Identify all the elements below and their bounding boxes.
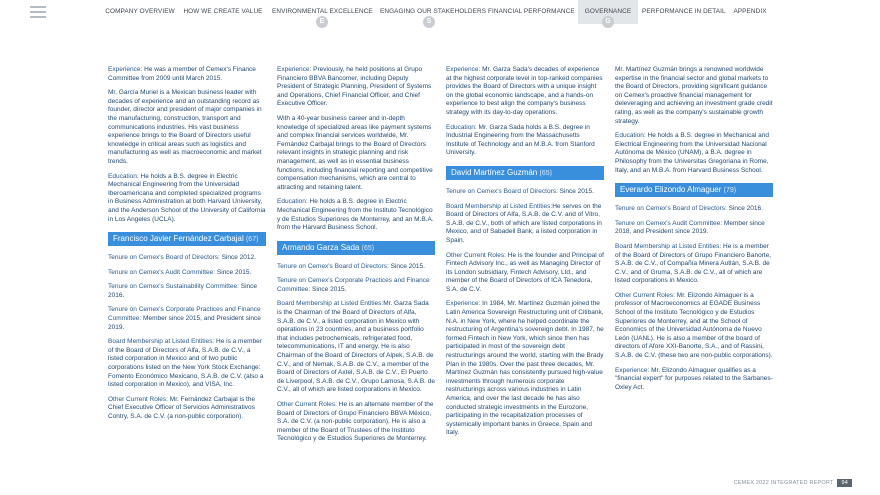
paragraph: Other Current Roles: Mr. Elizondo Almaguer is a professor of Macroeconomics at EGADE Business School of the Instituto Tecnológico y de Estudios Superiores de Monterrey, and at the School of Economics of the Universidad Autónoma de Nuevo León (UANL). He is also a member of the board of directors of Afore XXI-Banorte, S.A., and of Rassini, S.A.B. de C.V. (these two are non-public corporations). (615, 291, 773, 360)
column-1 (108, 66, 266, 428)
paragraph: Education: He holds a B.S. degree in Mechanical and Electrical Engineering from the Universidad Nacional Autónoma de México (UNAM), a B.A. degree in Philosophy from the Universitas Gregoriana in Rome, Italy, and an M.B.A. from Harvard Business School. (615, 132, 769, 174)
paragraph: Experience: In 1984, Mr. Martínez Guzmán joined the Latin America Sovereign Restructuring unit of Citibank, N.A. in New York, where he helped coordinate the restructuring of Argentina's sovereign debt. In 1987, he formed Fintech in New York, which since then has participated in most of the sovereign debt restructurings around the world, starting with the Brady Plan in the 1980s. Over the past three decades, Mr. Martínez Guzmán has consistently pursued high-value investments through numerous corporate restructurings across various industries in Latin America, and over the last decade he has also conducted strategic investments in the Eurozone, participating in the recapitalization processes of systemically important banks in Greece, Spain and Italy. (446, 300, 604, 437)
nav-financial-performance[interactable]: FINANCIAL PERFORMANCE (488, 8, 575, 15)
paragraph: With a 40-year business career and in-depth knowledge of specialized areas like payment systems and complex financial services worldwide, Mr. Fernández Carbajal brings to the Board of Directors relevant insights in strategic planning and risk management, as well as in essential business functions, including financial reporting and competitive compensation mechanisms, which are central to attracting and retaining talent. (277, 114, 433, 191)
nav-environmental-excellence[interactable]: ENVIRONMENTAL EXCELLENCE (272, 8, 373, 15)
nav-governance[interactable]: GOVERNANCE (578, 0, 638, 24)
paragraph: Board Membership at Listed Entities:Mr. Garza Sada is the Chairman of the Board of Directors of Alfa, S.A.B. de C.V., a listed corporation in Mexico with operations in 23 countries, and a business portfolio that includes petrochemicals, refrigerated food, telecommunications, IT and energy. He is also Chairman of the Board of Directors of Alpek, S.A.B. de C.V., and of Nemak, S.A.B. de C.V., a member of the Board of Directors of Axtel, S.A.B. de C.V., El Puerto de Liverpool, S.A.B. de C.V., Grupo Lamosa, S.A.B. de C.V., all of which are listed corporations in Mexico. (277, 300, 436, 394)
paragraph: Education: He holds a B.S. degree in Electric Mechanical Engineering from the Instituto Tecnológico y de Estudios Superiores de Monterrey, and an M.B.A. from the Harvard Business School. (277, 198, 434, 232)
nav-engaging-our-stakeholders[interactable]: ENGAGING OUR STAKEHOLDERS (380, 8, 487, 15)
environmental-badge-icon[interactable]: E (316, 16, 328, 28)
nav-performance-in-detail[interactable]: PERFORMANCE IN DETAIL (642, 8, 726, 15)
paragraph: Experience: Mr. Garza Sada's decades of experience at the highest corporate level in top-ranked companies provides the Board of Directors with a unique insight on the global economic landscape, and a hands-on experience to best align the company's business strategy with its day-to-day operations. (446, 66, 603, 116)
paragraph: Mr. Martínez Guzmán brings a renowned worldwide expertise in the financial sector and global markets to the Board of Directors, providing significant guidance on Cemex's proactive financial management for deleveraging and achieving an investment grade credit rating, as well as the company's sustainable growth strategy. (615, 66, 773, 125)
page-footer (734, 479, 852, 487)
paragraph: Education: Mr. Garza Sada holds a B.S. degree in Industrial Engineering from the Massachusetts Institute of Technology and an M.B.A. from Stanford University. (446, 123, 595, 157)
nav-how-we-create-value[interactable]: HOW WE CREATE VALUE (183, 8, 263, 15)
column-4 (615, 66, 773, 398)
paragraph: Other Current Roles: He is an alternate member of the Board of Directors of Grupo Financiero BBVA México, S.A. de C.V. (a non-public corporation). He is also a member of the Board of Trustees of the Instituto Tecnológico y de Estudios Superiores de Monterrey. (277, 401, 434, 443)
paragraph: Tenure on Cemex's Board of Directors: Since 2016. (615, 205, 763, 213)
page-number: 94 (837, 479, 852, 487)
paragraph: Experience: Previously, he held positions at Grupo Financiero BBVA Bancomer, including Deputy President of Strategic Planning, President of Systems and Operations, Chief Financial Officer, and Chief Executive Officer. (277, 66, 432, 108)
report-title: CEMEX 2022 INTEGRATED REPORT (733, 480, 834, 486)
paragraph: Tenure on Cemex's Sustainability Committee: Since 2016. (108, 283, 258, 299)
paragraph: Experience: Mr. Elizondo Almaguer qualifies as a "financial expert" for purposes related to the Sarbanes-Oxley Act. (615, 366, 773, 391)
director-name-bar: Everardo Elizondo Almaguer (79) (615, 183, 773, 197)
paragraph: Tenure on Cemex's Board of Directors: Since 2012. (108, 254, 256, 262)
paragraph: Tenure on Cemex's Corporate Practices and Finance Committee: Since 2015. (277, 277, 430, 293)
director-name-bar: Armando Garza Sada (65) (277, 241, 435, 255)
nav-company-overview[interactable]: COMPANY OVERVIEW (105, 8, 175, 15)
nav-appendix[interactable]: APPENDIX (733, 8, 767, 15)
menu-icon[interactable] (30, 6, 46, 18)
column-3 (446, 66, 604, 444)
director-name-bar: David Martínez Guzmán (65) (446, 166, 604, 180)
paragraph: Tenure on Cemex's Board of Directors: Since 2015. (277, 262, 425, 270)
social-badge-icon[interactable]: S (423, 16, 435, 28)
paragraph: Mr. García Muriel is a Mexican business leader with decades of experience and an outstanding record as founder, director and president of major companies in the manufacturing, construction, transport and communications industries. His vast business experience brings to the Board of Directors useful knowledge in critical areas such as logistics and manufacturing as well as macroeconomic and market trends. (108, 89, 262, 165)
director-name-bar: Francisco Javier Fernández Carbajal (67) (108, 232, 266, 246)
paragraph: Tenure on Cemex's Audit Committee: Since 2015. (108, 268, 252, 276)
paragraph: Experience: He was a member of Cemex's Finance Committee from 2009 until March 2015. (108, 66, 256, 82)
paragraph: Tenure on Cemex's Audit Committee: Member since 2018, and President since 2019. (615, 219, 765, 236)
top-navigation (0, 0, 880, 30)
paragraph: Board Membership at Listed Entities:He serves on the Board of Directors of Alfa, S.A.B. de C.V. and of Vitro, S.A.B. de C.V., both of which are listed corporations in Mexico, and of Sabadell Bank, a listed corporation in Spain. (446, 202, 602, 244)
column-2 (277, 66, 435, 450)
paragraph: Tenure on Cemex's Board of Directors: Since 2015. (446, 187, 594, 195)
paragraph: Other Current Roles: Mr. Fernández Carbajal is the Chief Executive Officer of Servicios Administrativos Contry, S.A. de C.V. (a non-public corporation). (108, 395, 256, 420)
paragraph: Other Current Roles: He is the founder and Principal of Fintech Advisory Inc., as well as Managing Director of its London subsidiary, Fintech Advisory, Ltd., and member of the Board of Directors of ICA Tenedora, S.A. de C.V. (446, 251, 604, 293)
paragraph: Board Membership at Listed Entities: He is a member of the Board of Directors of Alfa, S.A.B. de C.V., a listed corporation in Mexico and of two public corporations listed on the New York Stock Exchange: Fomento Económico Mexicano, S.A.B. de C.V. (also a listed corporation in Mexico), and VISA, Inc. (108, 338, 264, 389)
paragraph: Board Membership at Listed Entities: He is a member of the Board of Directors of Grupo Financiero Banorte, S.A.B. de C.V., of Compañía Minera Autlán, S.A.B. de C.V., and of Gruma, S.A.B. de C.V., all of which are listed corporations in Mexico. (615, 242, 772, 285)
paragraph: Education: He holds a B.S. degree in Electric Mechanical Engineering from the Universidad Iberoamericana and completed specialized programs in Business Administration at both Harvard University, and the Anderson School of the University of California in Los Angeles (UCLA). (108, 172, 266, 223)
governance-badge-icon[interactable]: G (602, 16, 614, 28)
paragraph: Tenure on Cemex's Corporate Practices and Finance Committee: Member since 2015, and President since 2019. (108, 306, 261, 331)
